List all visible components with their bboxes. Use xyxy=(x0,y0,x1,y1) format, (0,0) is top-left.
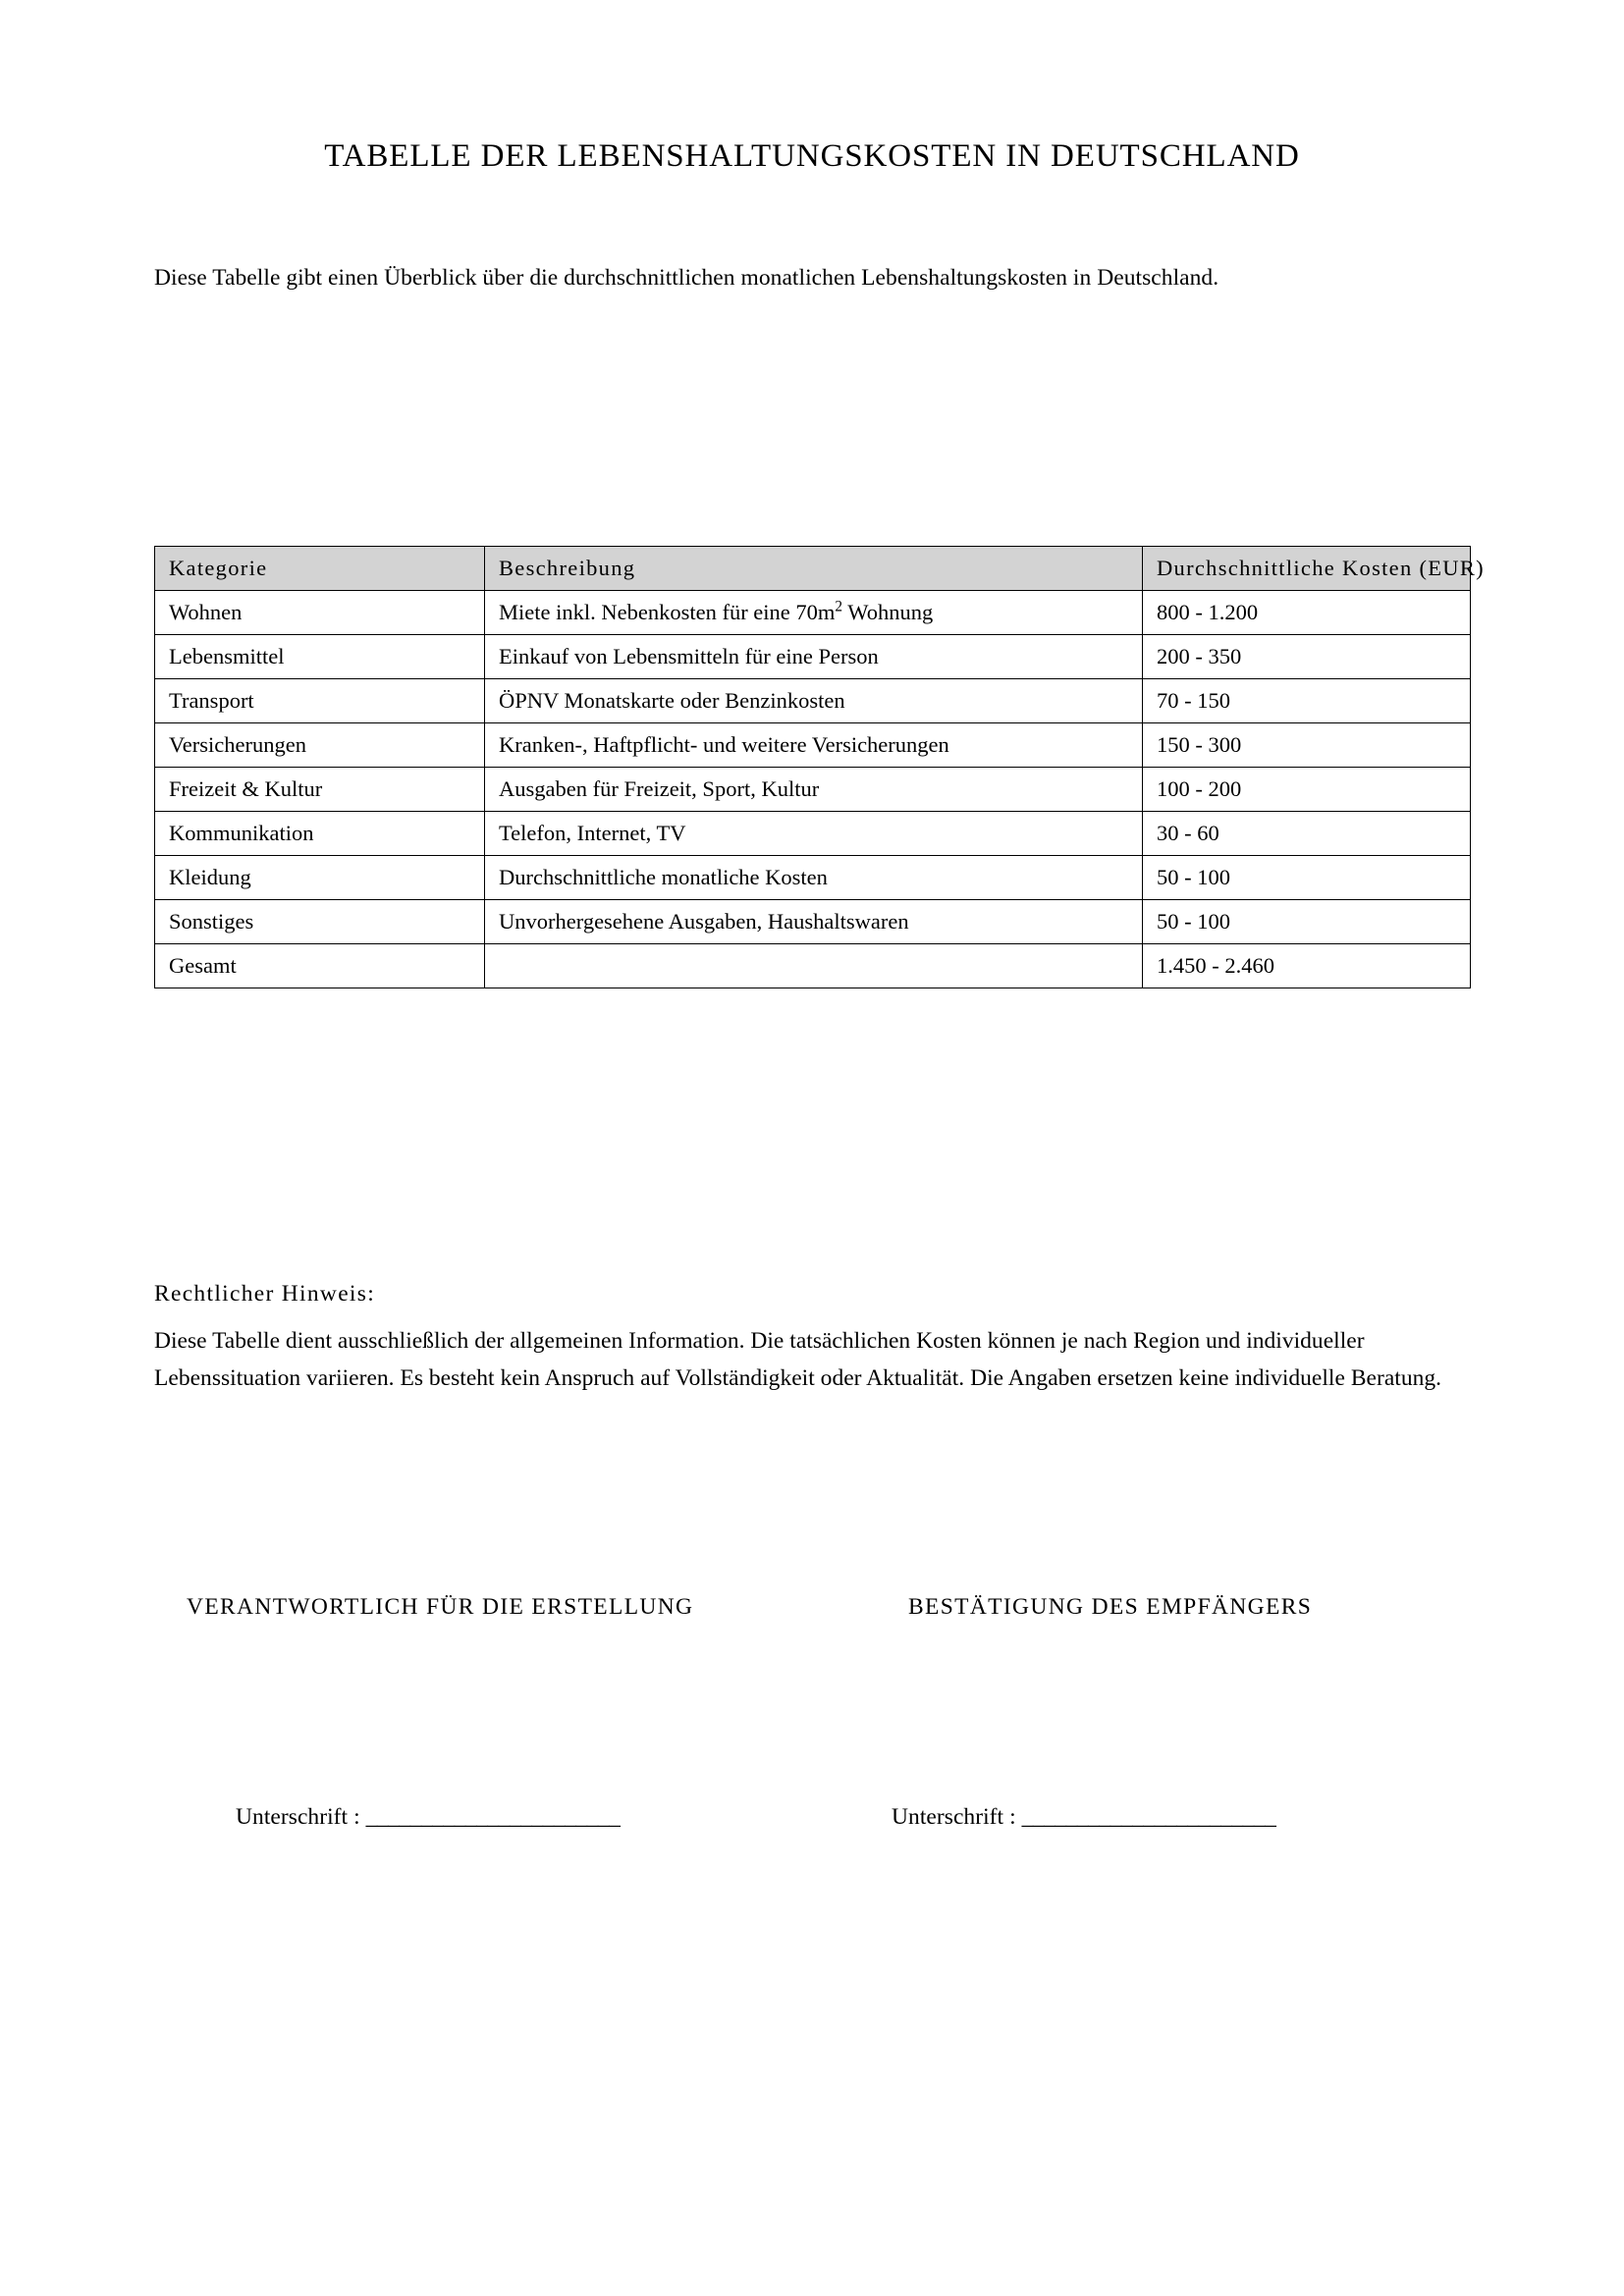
cell-kosten: 150 - 300 xyxy=(1143,723,1471,768)
cell-beschreibung: ÖPNV Monatskarte oder Benzinkosten xyxy=(485,679,1143,723)
cell-kategorie: Freizeit & Kultur xyxy=(155,768,485,812)
cell-kategorie: Transport xyxy=(155,679,485,723)
cell-beschreibung: Miete inkl. Nebenkosten für eine $70m^2$ Wohnung xyxy=(485,591,1143,635)
cell-kosten: 1.450 - 2.460 xyxy=(1143,944,1471,988)
signature-label-recipient: Unterschrift : xyxy=(892,1804,1022,1830)
signature-blank-recipient[interactable]: _______________________ xyxy=(1021,1804,1276,1830)
signature-heading-responsible: VERANTWORTLICH FÜR DIE ERSTELLUNG xyxy=(187,1594,694,1620)
table-row xyxy=(155,944,1471,988)
cell-beschreibung: Kranken-, Haftpflicht- und weitere Versicherungen xyxy=(485,723,1143,768)
cell-kosten: 70 - 150 xyxy=(1143,679,1471,723)
cell-kategorie: Sonstiges xyxy=(155,900,485,944)
legal-notice-body: Diese Tabelle dient ausschließlich der allgemeinen Information. Die tatsächlichen Kosten können je nach Region und individueller Lebenssituation variieren. Es besteht kein Anspruch auf Vollständigkeit oder Aktualität. Die Angaben ersetzen keine individuelle Beratung. xyxy=(154,1328,1442,1392)
cell-kosten: 50 - 100 xyxy=(1143,900,1471,944)
cell-beschreibung: Einkauf von Lebensmitteln für eine Person xyxy=(485,635,1143,679)
cell-kosten: 100 - 200 xyxy=(1143,768,1471,812)
signature-line-responsible xyxy=(236,1804,620,1831)
cell-kosten: 30 - 60 xyxy=(1143,812,1471,856)
table-row xyxy=(155,856,1471,900)
cell-kategorie: Wohnen xyxy=(155,591,485,635)
cell-beschreibung: Durchschnittliche monatliche Kosten xyxy=(485,856,1143,900)
table-header-row xyxy=(155,547,1471,591)
signature-blank-responsible[interactable]: _______________________ xyxy=(365,1804,621,1830)
cell-beschreibung: Telefon, Internet, TV xyxy=(485,812,1143,856)
cell-kategorie: Lebensmittel xyxy=(155,635,485,679)
column-header-kosten-text: Durchschnittliche Kosten (EUR) xyxy=(1157,555,1485,580)
cell-kosten: 800 - 1.200 xyxy=(1143,591,1471,635)
signature-heading-recipient: BESTÄTIGUNG DES EMPFÄNGERS xyxy=(908,1594,1313,1620)
cell-beschreibung: Unvorhergesehene Ausgaben, Haushaltswaren xyxy=(485,900,1143,944)
superscript-two: 2 xyxy=(835,598,843,615)
cell-kategorie: Kommunikation xyxy=(155,812,485,856)
table-row xyxy=(155,591,1471,635)
cell-beschreibung xyxy=(485,944,1143,988)
table-row xyxy=(155,768,1471,812)
cell-beschreibung: Ausgaben für Freizeit, Sport, Kultur xyxy=(485,768,1143,812)
legal-notice-heading: Rechtlicher Hinweis: xyxy=(154,1281,376,1307)
table-row xyxy=(155,679,1471,723)
signature-line-recipient xyxy=(892,1804,1275,1831)
cell-kategorie: Gesamt xyxy=(155,944,485,988)
table-row xyxy=(155,635,1471,679)
cost-of-living-table xyxy=(154,546,1485,988)
cell-kategorie: Versicherungen xyxy=(155,723,485,768)
table-row xyxy=(155,723,1471,768)
intro-paragraph: Diese Tabelle gibt einen Überblick über die durchschnittlichen monatlichen Lebenshaltungskosten in Deutschland. xyxy=(154,264,1219,291)
table-body xyxy=(155,591,1471,988)
table-row xyxy=(155,900,1471,944)
cell-kosten: 50 - 100 xyxy=(1143,856,1471,900)
table-row xyxy=(155,812,1471,856)
column-header-kosten xyxy=(1143,547,1485,591)
table-header xyxy=(155,547,1485,591)
column-header-kategorie: Kategorie xyxy=(155,547,485,591)
signature-label-responsible: Unterschrift : xyxy=(236,1804,366,1830)
page-title: TABELLE DER LEBENSHALTUNGSKOSTEN IN DEUTSCHLAND xyxy=(324,138,1300,175)
cell-kosten: 200 - 350 xyxy=(1143,635,1471,679)
cell-kategorie: Kleidung xyxy=(155,856,485,900)
column-header-beschreibung: Beschreibung xyxy=(485,547,1143,591)
